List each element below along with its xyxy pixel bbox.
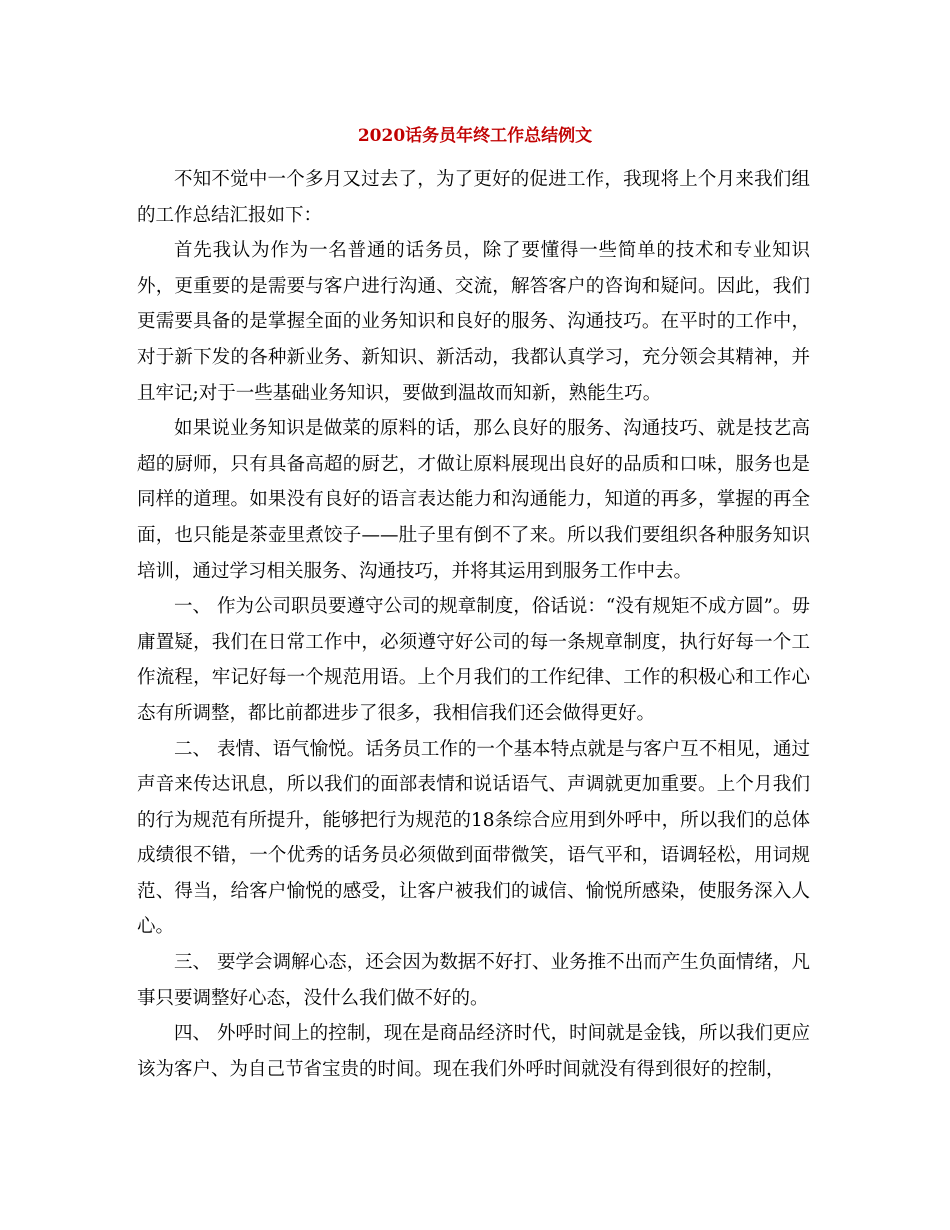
paragraph-knowledge: 首先我认为作为一名普通的话务员，除了要懂得一些简单的技术和专业知识外，更重要的是需要与客户进行沟通、交流，解答客户的咨询和疑问。因此，我们更需要具备的是掌握全面的业务知识和良好的服务、沟通技巧。在平时的工作中，对于新下发的各种新业务、新知识、新活动，我都认真学习，充分领会其精神，并且牢记;对于一些基础业务知识，要做到温故而知新，熟能生巧。 <box>137 240 810 404</box>
paragraph-skills: 如果说业务知识是做菜的原料的话，那么良好的服务、沟通技巧、就是技艺高超的厨师，只有具备高超的厨艺，才做让原料展现出良好的品质和口味，服务也是同样的道理。如果没有良好的语言表达能力和沟通能力，知道的再多，掌握的再全面，也只能是茶壶里煮饺子——肚子里有倒不了来。所以我们要组织各种服务知识培训，通过学习相关服务、沟通技巧，并将其运用到服务工作中去。 <box>137 418 810 582</box>
paragraph-point-4: 四、 外呼时间上的控制，现在是商品经济时代，时间就是金钱，所以我们更应该为客户、为自己节省宝贵的时间。现在我们外呼时间就没有得到很好的控制， <box>137 1023 810 1080</box>
paragraph-point-3: 三、 要学会调解心态，还会因为数据不好打、业务推不出而产生负面情绪，凡事只要调整好心态，没什么我们做不好的。 <box>137 952 810 1009</box>
paragraph-point-1: 一、 作为公司职员要遵守公司的规章制度，俗话说：“没有规矩不成方圆”。毋庸置疑，我们在日常工作中，必须遵守好公司的每一条规章制度，执行好每一个工作流程，牢记好每一个规范用语。上个月我们的工作纪律、工作的积极心和工作心态有所调整，都比前都进步了很多，我相信我们还会做得更好。 <box>137 596 810 724</box>
document-body <box>137 162 810 1087</box>
document-title: 2020话务员年终工作总结例文 <box>357 126 593 146</box>
paragraph-point-2: 二、 表情、语气愉悦。话务员工作的一个基本特点就是与客户互不相见，通过声音来传达讯息，所以我们的面部表情和说话语气、声调就更加重要。上个月我们的行为规范有所提升，能够把行为规范的18条综合应用到外呼中，所以我们的总体成绩很不错，一个优秀的话务员必须做到面带微笑，语气平和，语调轻松，用词规范、得当，给客户愉悦的感受，让客户被我们的诚信、愉悦所感染，使服务深入人心。 <box>137 738 810 938</box>
paragraph-intro: 不知不觉中一个多月又过去了，为了更好的促进工作，我现将上个月来我们组的工作总结汇报如下： <box>137 169 810 226</box>
